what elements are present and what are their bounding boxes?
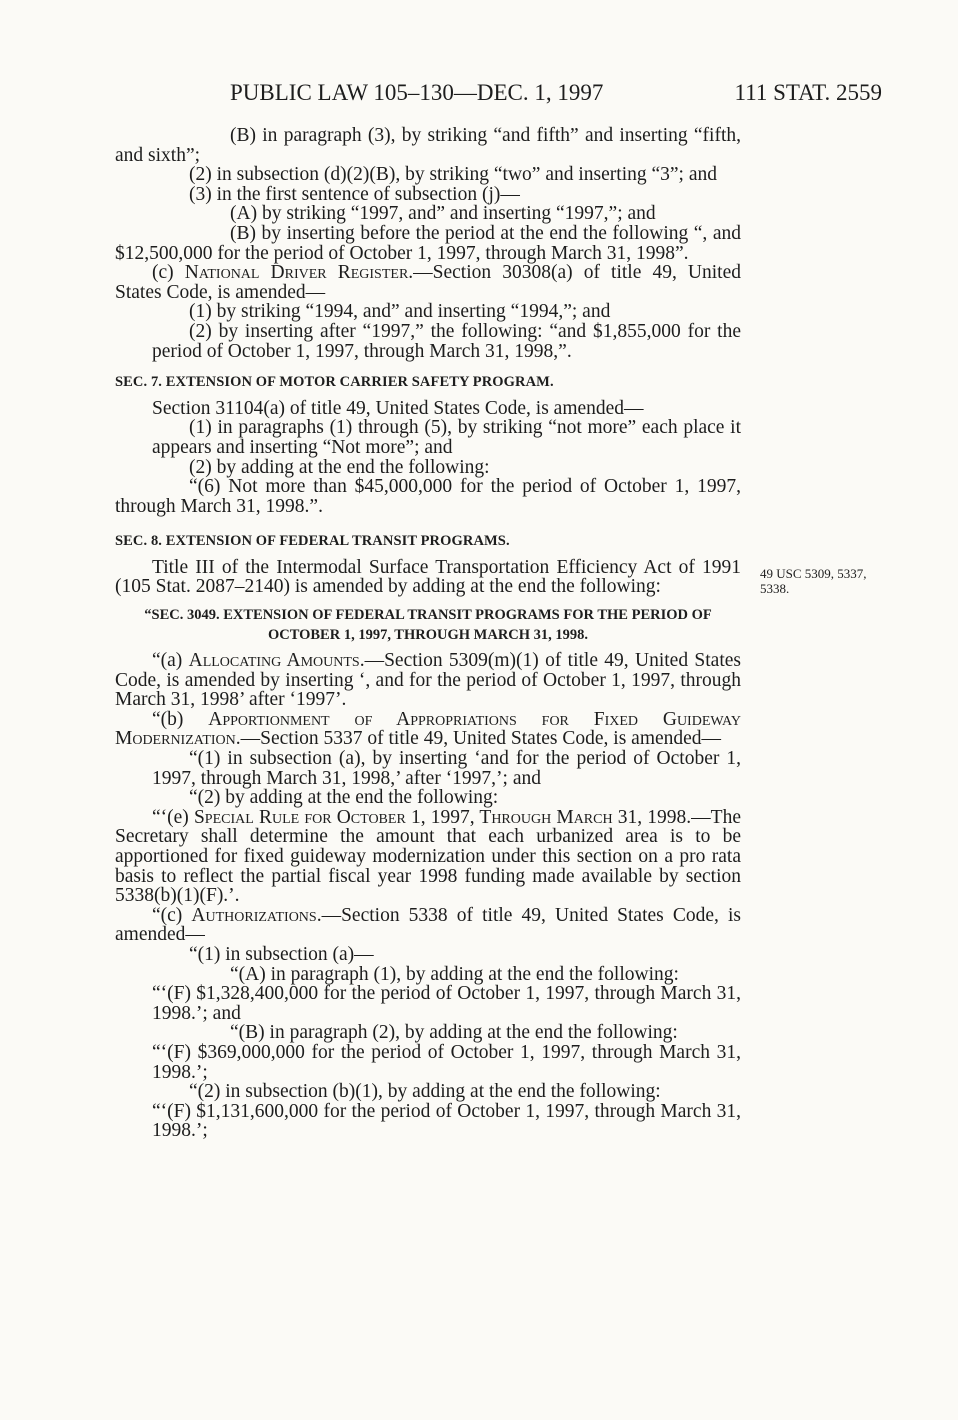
paragraph: “‘(F) $369,000,000 for the period of October 1, 1997, through March 31, 1998.’;	[152, 1041, 741, 1083]
paragraph: “‘(F) $1,328,400,000 for the period of October 1, 1997, through March 31, 1998.’; and	[152, 983, 741, 1024]
law-text	[115, 126, 741, 1141]
paragraph: (A) by striking “1997, and” and inserting “1997,”; and	[230, 203, 656, 225]
paragraph: “(1) in subsection (a)—	[189, 943, 374, 965]
paragraph: (B) in paragraph (3), by striking “and fifth” and inserting “fifth, and sixth”;	[115, 125, 741, 166]
paragraph: “(1) in subsection (a), by inserting ‘and for the period of October 1, 1997, through March 31, 1998,’ after ‘1997,’; and	[152, 748, 741, 789]
paragraph: “(B) in paragraph (2), by adding at the end the following:	[230, 1022, 678, 1044]
paragraph: “(a) Allocating Amounts.—Section 5309(m)(1) of title 49, United States Code, is amended by inserting ‘, and for the period of October 1, 1997, through March 31, 1998’ after ‘1997’.	[115, 650, 741, 711]
paragraph: “(2) in subsection (b)(1), by adding at the end the following:	[189, 1081, 661, 1103]
section-heading: SEC. 8. EXTENSION OF FEDERAL TRANSIT PROGRAMS.	[115, 533, 510, 550]
margin-citation: 49 USC 5309, 5337, 5338.	[760, 566, 867, 596]
subsection-label: (c)	[152, 262, 185, 284]
paragraph: “‘(F) $1,131,600,000 for the period of October 1, 1997, through March 31, 1998.’;	[152, 1100, 741, 1142]
subsection-heading: Apportionment of Appropriations for Fixed Guideway Modernization.	[115, 708, 741, 750]
paragraph: “(6) Not more than $45,000,000 for the period of October 1, 1997, through March 31, 1998.”.	[115, 476, 741, 517]
paragraph: Section 31104(a) of title 49, United States Code, is amended—	[152, 397, 644, 419]
paragraph: (3) in the first sentence of subsection (j)—	[189, 183, 520, 205]
paragraph: “(2) by adding at the end the following:	[189, 787, 499, 809]
paragraph: Title III of the Intermodal Surface Transportation Efficiency Act of 1991 (105 Stat. 2087–2140) is amended by adding at the end the following:	[115, 556, 741, 598]
subsection-heading: Allocating Amounts.	[188, 650, 365, 672]
paragraph: “‘(e) Special Rule for October 1, 1997, Through March 31, 1998.—The Secretary shall determine the amount that each urbanized area is to be apportioned for fixed guideway modernization under this section on a pro rata basis to reflect the partial fiscal year 1998 funding made available by section 5338(b)(1)(F).’.	[115, 806, 741, 907]
subsection-text: —Section 30308(a) of title 49, United States Code, is amended—	[115, 262, 741, 303]
paragraph: “(A) in paragraph (1), by adding at the end the following:	[230, 963, 679, 985]
paragraph: (1) in paragraphs (1) through (5), by striking “not more” each place it appears and inserting “Not more”; and	[152, 417, 741, 458]
paragraph: (B) by inserting before the period at the end the following “, and $12,500,000 for the period of October 1, 1997, through March 31, 1998”.	[115, 222, 741, 264]
paragraph: “(c) Authorizations.—Section 5338 of title 49, United States Code, is amended—	[115, 904, 741, 946]
subsection-heading: Special Rule for October 1, 1997, Through March 31, 1998.	[193, 806, 692, 828]
subsection-heading: National Driver Register.	[184, 262, 414, 284]
inserted-section-heading: “SEC. 3049. EXTENSION OF FEDERAL TRANSIT PROGRAMS FOR THE PERIOD OF OCTOBER 1, 1997, THROUGH MARCH 31, 1998.	[144, 607, 712, 644]
running-head: PUBLIC LAW 105–130—DEC. 1, 1997	[230, 80, 604, 105]
section-heading: SEC. 7. EXTENSION OF MOTOR CARRIER SAFETY PROGRAM.	[115, 374, 554, 391]
subsection-heading: Authorizations.	[191, 904, 322, 926]
paragraph: (2) by adding at the end the following:	[189, 456, 490, 478]
paragraph: (2) in subsection (d)(2)(B), by striking “two” and inserting “3”; and	[189, 164, 717, 186]
statute-page-number: 111 STAT. 2559	[734, 80, 882, 105]
paragraph: (2) by inserting after “1997,” the following: “and $1,855,000 for the period of October 1, 1997, through March 31, 1998,”.	[152, 320, 741, 362]
paragraph: (1) by striking “1994, and” and inserting “1994,”; and	[189, 301, 611, 323]
paragraph	[115, 263, 741, 302]
paragraph: “(b) Apportionment of Appropriations for Fixed Guideway Modernization.—Section 5337 of title 49, United States Code, is amended—	[115, 708, 741, 750]
